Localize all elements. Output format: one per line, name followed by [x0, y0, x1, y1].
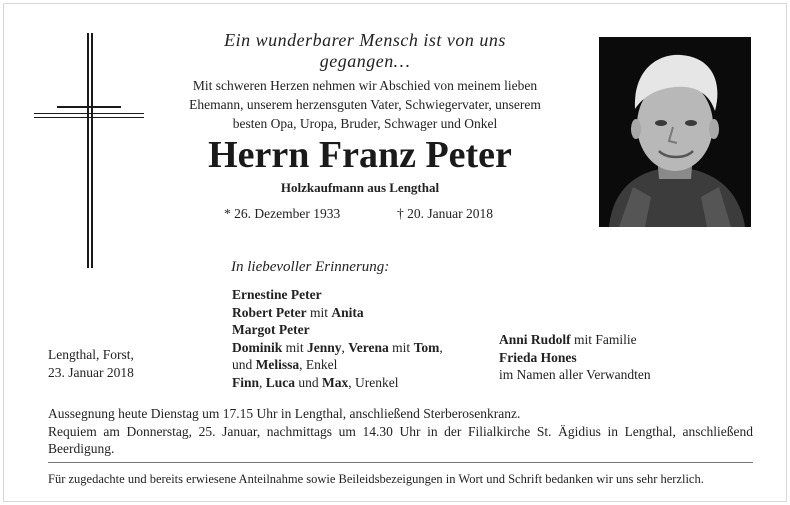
conjunction: mit	[306, 304, 332, 320]
death-date	[397, 206, 493, 222]
intro-line: Ehemann, unserem herzensguten Vater, Schwiegervater, unserem	[189, 97, 541, 112]
member-name: Margot Peter	[232, 322, 310, 337]
place-and-date	[48, 346, 134, 381]
memory-heading: In liebevoller Erinnerung:	[231, 259, 390, 275]
portrait-illustration	[599, 37, 751, 227]
grandchildren-line	[232, 339, 443, 357]
died-symbol: †	[397, 206, 404, 221]
relative-name: Anni Rudolf	[499, 332, 571, 347]
ceremony-line: Requiem am Donnerstag, 25. Januar, nachmittags um 14.30 Uhr in der Filialkirche St. Ägidius in Lengthal, anschließend Beerdigung.	[48, 423, 753, 456]
relative	[499, 349, 651, 367]
place-date: 23. Januar 2018	[48, 364, 134, 380]
family-member	[232, 321, 443, 339]
member-name: Jenny	[307, 339, 342, 355]
died-date-text: 20. Januar 2018	[407, 206, 493, 221]
family-list	[232, 286, 443, 391]
divider	[48, 462, 753, 463]
relative-name: Frieda Hones	[499, 349, 577, 365]
conjunction: mit	[388, 339, 414, 355]
member-name: Luca	[265, 374, 296, 390]
deceased-profession: Holzkaufmann aus Lengthal	[280, 180, 440, 195]
member-name: Dominik	[232, 339, 283, 355]
member-name: Max	[322, 374, 349, 390]
ceremony-line: Aussegnung heute Dienstag um 17.15 Uhr in Lengthal, anschließend Sterberosenkranz.	[48, 406, 521, 421]
member-name: Robert Peter	[232, 304, 307, 320]
intro-line: Mit schweren Herzen nehmen wir Abschied von meinem lieben	[192, 78, 538, 93]
intro-text	[175, 76, 555, 133]
place-location: Lengthal, Forst,	[48, 347, 134, 362]
relation-label: , Enkel	[299, 357, 338, 372]
born-date-text: 26. Dezember 1933	[234, 206, 341, 221]
born-symbol: *	[224, 206, 231, 221]
member-name: Finn	[232, 374, 260, 390]
relation-label: mit Familie	[570, 332, 637, 347]
member-partner: Anita	[331, 304, 364, 320]
relatives-list	[499, 331, 651, 384]
ceremony-info	[48, 405, 753, 458]
thanks-note: Für zugedachte und bereits erwiesene Anteilnahme sowie Beileidsbezeigungen in Wort und Schrift bedanken wir uns sehr herzlich.	[48, 472, 704, 486]
member-name: Ernestine Peter	[232, 287, 322, 302]
member-name: Verena	[348, 339, 389, 355]
family-member	[232, 286, 443, 304]
conjunction: und	[232, 357, 256, 372]
relative	[499, 331, 651, 349]
conjunction: mit	[282, 339, 308, 355]
motto: Ein wunderbarer Mensch ist von uns gegangen…	[224, 30, 506, 71]
great-grandchildren-line	[232, 374, 443, 392]
member-name: Tom	[413, 339, 440, 355]
relatives-note: im Namen aller Verwandten	[499, 367, 651, 382]
birth-date	[224, 206, 340, 222]
portrait-photo	[599, 37, 751, 227]
relation-label: , Urenkel	[348, 374, 399, 390]
conjunction: und	[295, 374, 323, 390]
grandchildren-line	[232, 356, 443, 374]
separator: ,	[341, 339, 349, 355]
cross-icon	[34, 33, 144, 268]
deceased-name: Herrn Franz Peter	[208, 134, 512, 176]
family-member	[232, 304, 443, 322]
member-name: Melissa	[255, 357, 300, 372]
separator: ,	[259, 374, 266, 390]
separator: ,	[439, 339, 443, 355]
intro-line: besten Opa, Uropa, Bruder, Schwager und Onkel	[232, 116, 498, 131]
